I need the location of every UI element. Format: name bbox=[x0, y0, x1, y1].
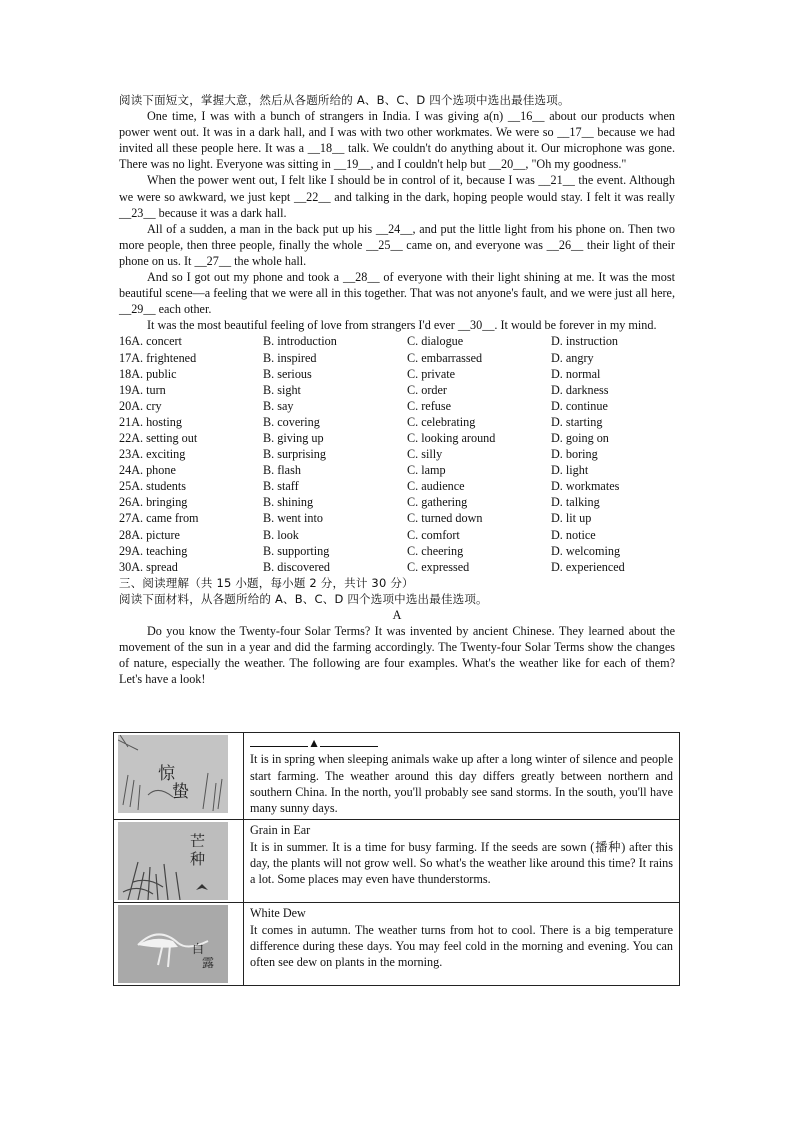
option-b: B. introduction bbox=[263, 334, 337, 349]
option-c: C. expressed bbox=[407, 559, 470, 574]
bailu-char-2: 露 bbox=[202, 956, 215, 971]
option-c: C. gathering bbox=[407, 495, 468, 510]
option-d: D. boring bbox=[551, 447, 598, 462]
option-c: C. private bbox=[407, 366, 456, 381]
option-b: B. shining bbox=[263, 495, 314, 510]
option-row bbox=[119, 333, 675, 349]
option-c: C. order bbox=[407, 382, 447, 397]
reading-section-title: 三、阅读理解（共 15 小题，每小题 2 分，共计 30 分） bbox=[119, 575, 414, 590]
cloze-paragraph-2: When the power went out, I felt like I should be in control of it, because I was __21__ the event. Although we were so awkward, we just kept __22__ and talking in the dark, hoping people would stay. I felt it was really __23__ because it was a dark hall. bbox=[119, 173, 675, 220]
option-b: B. say bbox=[263, 398, 294, 413]
option-a: 27A. came from bbox=[119, 511, 199, 526]
option-d: D. experienced bbox=[551, 559, 625, 574]
option-a: 16A. concert bbox=[119, 334, 182, 349]
option-a: 30A. spread bbox=[119, 559, 178, 574]
passage-label: A bbox=[392, 608, 402, 622]
term-body: It comes in autumn. The weather turns from hot to cool. There is a big temperature difference during these days. You may feel cold in the morning and evening. You can often see dew on plants in the morning. bbox=[250, 922, 673, 970]
option-d: D. workmates bbox=[551, 479, 620, 494]
option-c: C. silly bbox=[407, 447, 443, 462]
option-a: 28A. picture bbox=[119, 527, 180, 542]
option-row bbox=[119, 527, 675, 543]
option-d: D. instruction bbox=[551, 334, 619, 349]
option-d: D. lit up bbox=[551, 511, 592, 526]
term-title-blank: ▲ bbox=[250, 735, 673, 751]
option-b: B. flash bbox=[263, 463, 301, 478]
bailu-char-1: 白 bbox=[192, 942, 205, 957]
cloze-options-table bbox=[119, 333, 675, 574]
option-row bbox=[119, 350, 675, 366]
option-a: 23A. exciting bbox=[119, 447, 186, 462]
option-a: 24A. phone bbox=[119, 463, 176, 478]
term-row bbox=[114, 903, 680, 986]
jingzhe-illustration bbox=[118, 735, 228, 813]
option-row bbox=[119, 559, 675, 575]
option-d: D. angry bbox=[551, 350, 594, 365]
cloze-paragraph-3: All of a sudden, a man in the back put up his __24__, and put the little light from his phone on. Then two more people, then three people, finally the whole __25__ came on, and everyone was __26__ their light of their phone on us. It __27__ the whole hall. bbox=[119, 221, 675, 268]
option-b: B. discovered bbox=[263, 559, 331, 574]
cloze-paragraph-5: It was the most beautiful feeling of love from strangers I'd ever __30__. It would be forever in my mind. bbox=[147, 318, 657, 333]
option-d: D. notice bbox=[551, 527, 596, 542]
option-b: B. giving up bbox=[263, 430, 324, 445]
reading-instruction: 阅读下面材料，从各题所给的 A、B、C、D 四个选项中选出最佳选项。 bbox=[119, 591, 488, 606]
option-b: B. look bbox=[263, 527, 299, 542]
option-b: B. staff bbox=[263, 479, 299, 494]
option-row bbox=[119, 382, 675, 398]
option-c: C. audience bbox=[407, 479, 465, 494]
option-row bbox=[119, 430, 675, 446]
option-row bbox=[119, 366, 675, 382]
cloze-paragraph-4: And so I got out my phone and took a __28__ of everyone with their light shining at me. It was the most beautiful scene—a feeling that we were all in this together. That was not anyone's fault, and we were just all here, __29__ each other. bbox=[119, 270, 675, 317]
option-a: 26A. bringing bbox=[119, 495, 188, 510]
option-c: C. comfort bbox=[407, 527, 460, 542]
option-d: D. continue bbox=[551, 398, 608, 413]
term-title: Grain in Ear bbox=[250, 823, 311, 838]
option-c: C. lamp bbox=[407, 463, 446, 478]
solar-terms-table bbox=[113, 732, 680, 986]
option-c: C. refuse bbox=[407, 398, 451, 413]
option-a: 17A. frightened bbox=[119, 350, 197, 365]
option-row bbox=[119, 446, 675, 462]
option-row bbox=[119, 510, 675, 526]
option-d: D. welcoming bbox=[551, 543, 621, 558]
option-a: 21A. hosting bbox=[119, 414, 182, 429]
reading-intro: Do you know the Twenty-four Solar Terms? It was invented by ancient Chinese. They learned about the movement of the sun in a year and did the farming accordingly. The Twenty-four Solar Terms show the changes of nature, especially the weather. The following are four examples. What's the weather like for each of them? Let's have a look! bbox=[119, 624, 675, 687]
option-a: 20A. cry bbox=[119, 398, 162, 413]
option-c: C. embarrassed bbox=[407, 350, 483, 365]
term-body: It is in spring when sleeping animals wake up after a long winter of silence and people start farming. The weather around this day differs greatly between northern and southern China. In the north, you'll probably see sand storms. In the south, you'll have many sunny days. bbox=[250, 752, 673, 816]
bailu-illustration bbox=[118, 905, 228, 983]
option-d: D. going on bbox=[551, 430, 609, 445]
option-a: 25A. students bbox=[119, 479, 187, 494]
option-c: C. celebrating bbox=[407, 414, 476, 429]
exam-page bbox=[119, 92, 675, 687]
option-d: D. normal bbox=[551, 366, 601, 381]
jingzhe-char-1: 惊 bbox=[158, 764, 175, 784]
option-d: D. starting bbox=[551, 414, 603, 429]
term-title: White Dew bbox=[250, 906, 306, 921]
option-d: D. talking bbox=[551, 495, 600, 510]
option-c: C. cheering bbox=[407, 543, 464, 558]
option-a: 19A. turn bbox=[119, 382, 166, 397]
option-row bbox=[119, 543, 675, 559]
term-body: It is in summer. It is a time for busy farming. If the seeds are sown (播种) after this day, the plants will not grow well. So what's the weather like around this time? It rains a lot. Some places may even have thunderstorms. bbox=[250, 839, 673, 887]
option-row bbox=[119, 494, 675, 510]
option-c: C. dialogue bbox=[407, 334, 464, 349]
option-c: C. looking around bbox=[407, 430, 496, 445]
cloze-instruction: 阅读下面短文，掌握大意，然后从各题所给的 A、B、C、D 四个选项中选出最佳选项。 bbox=[119, 93, 570, 107]
mangzhong-char-1: 芒 bbox=[190, 832, 206, 851]
option-a: 29A. teaching bbox=[119, 543, 188, 558]
option-b: B. supporting bbox=[263, 543, 330, 558]
option-b: B. sight bbox=[263, 382, 301, 397]
option-b: B. went into bbox=[263, 511, 323, 526]
mangzhong-illustration bbox=[118, 822, 228, 900]
cloze-paragraph-1: One time, I was with a bunch of strangers in India. I was giving a(n) __16__ about our products when power went out. It was in a dark hall, and I was with two other workmates. We were so __17__ because we had invited all these people here. It was a __18__ talk. We couldn't do anything about it. Our microphone was gone. There was no light. Everyone was sitting in __19__, and I couldn't help but __20__, "Oh my goodness." bbox=[119, 109, 675, 172]
option-b: B. serious bbox=[263, 366, 312, 381]
option-a: 18A. public bbox=[119, 366, 177, 381]
option-b: B. inspired bbox=[263, 350, 317, 365]
term-row bbox=[114, 733, 680, 820]
option-b: B. covering bbox=[263, 414, 320, 429]
option-a: 22A. setting out bbox=[119, 430, 198, 445]
option-d: D. darkness bbox=[551, 382, 609, 397]
jingzhe-char-2: 蛰 bbox=[172, 782, 189, 802]
term-row bbox=[114, 820, 680, 903]
option-d: D. light bbox=[551, 463, 589, 478]
option-row bbox=[119, 398, 675, 414]
option-row bbox=[119, 414, 675, 430]
option-row bbox=[119, 478, 675, 494]
option-row bbox=[119, 462, 675, 478]
option-b: B. surprising bbox=[263, 447, 326, 462]
mangzhong-char-2: 种 bbox=[190, 850, 206, 869]
option-c: C. turned down bbox=[407, 511, 483, 526]
